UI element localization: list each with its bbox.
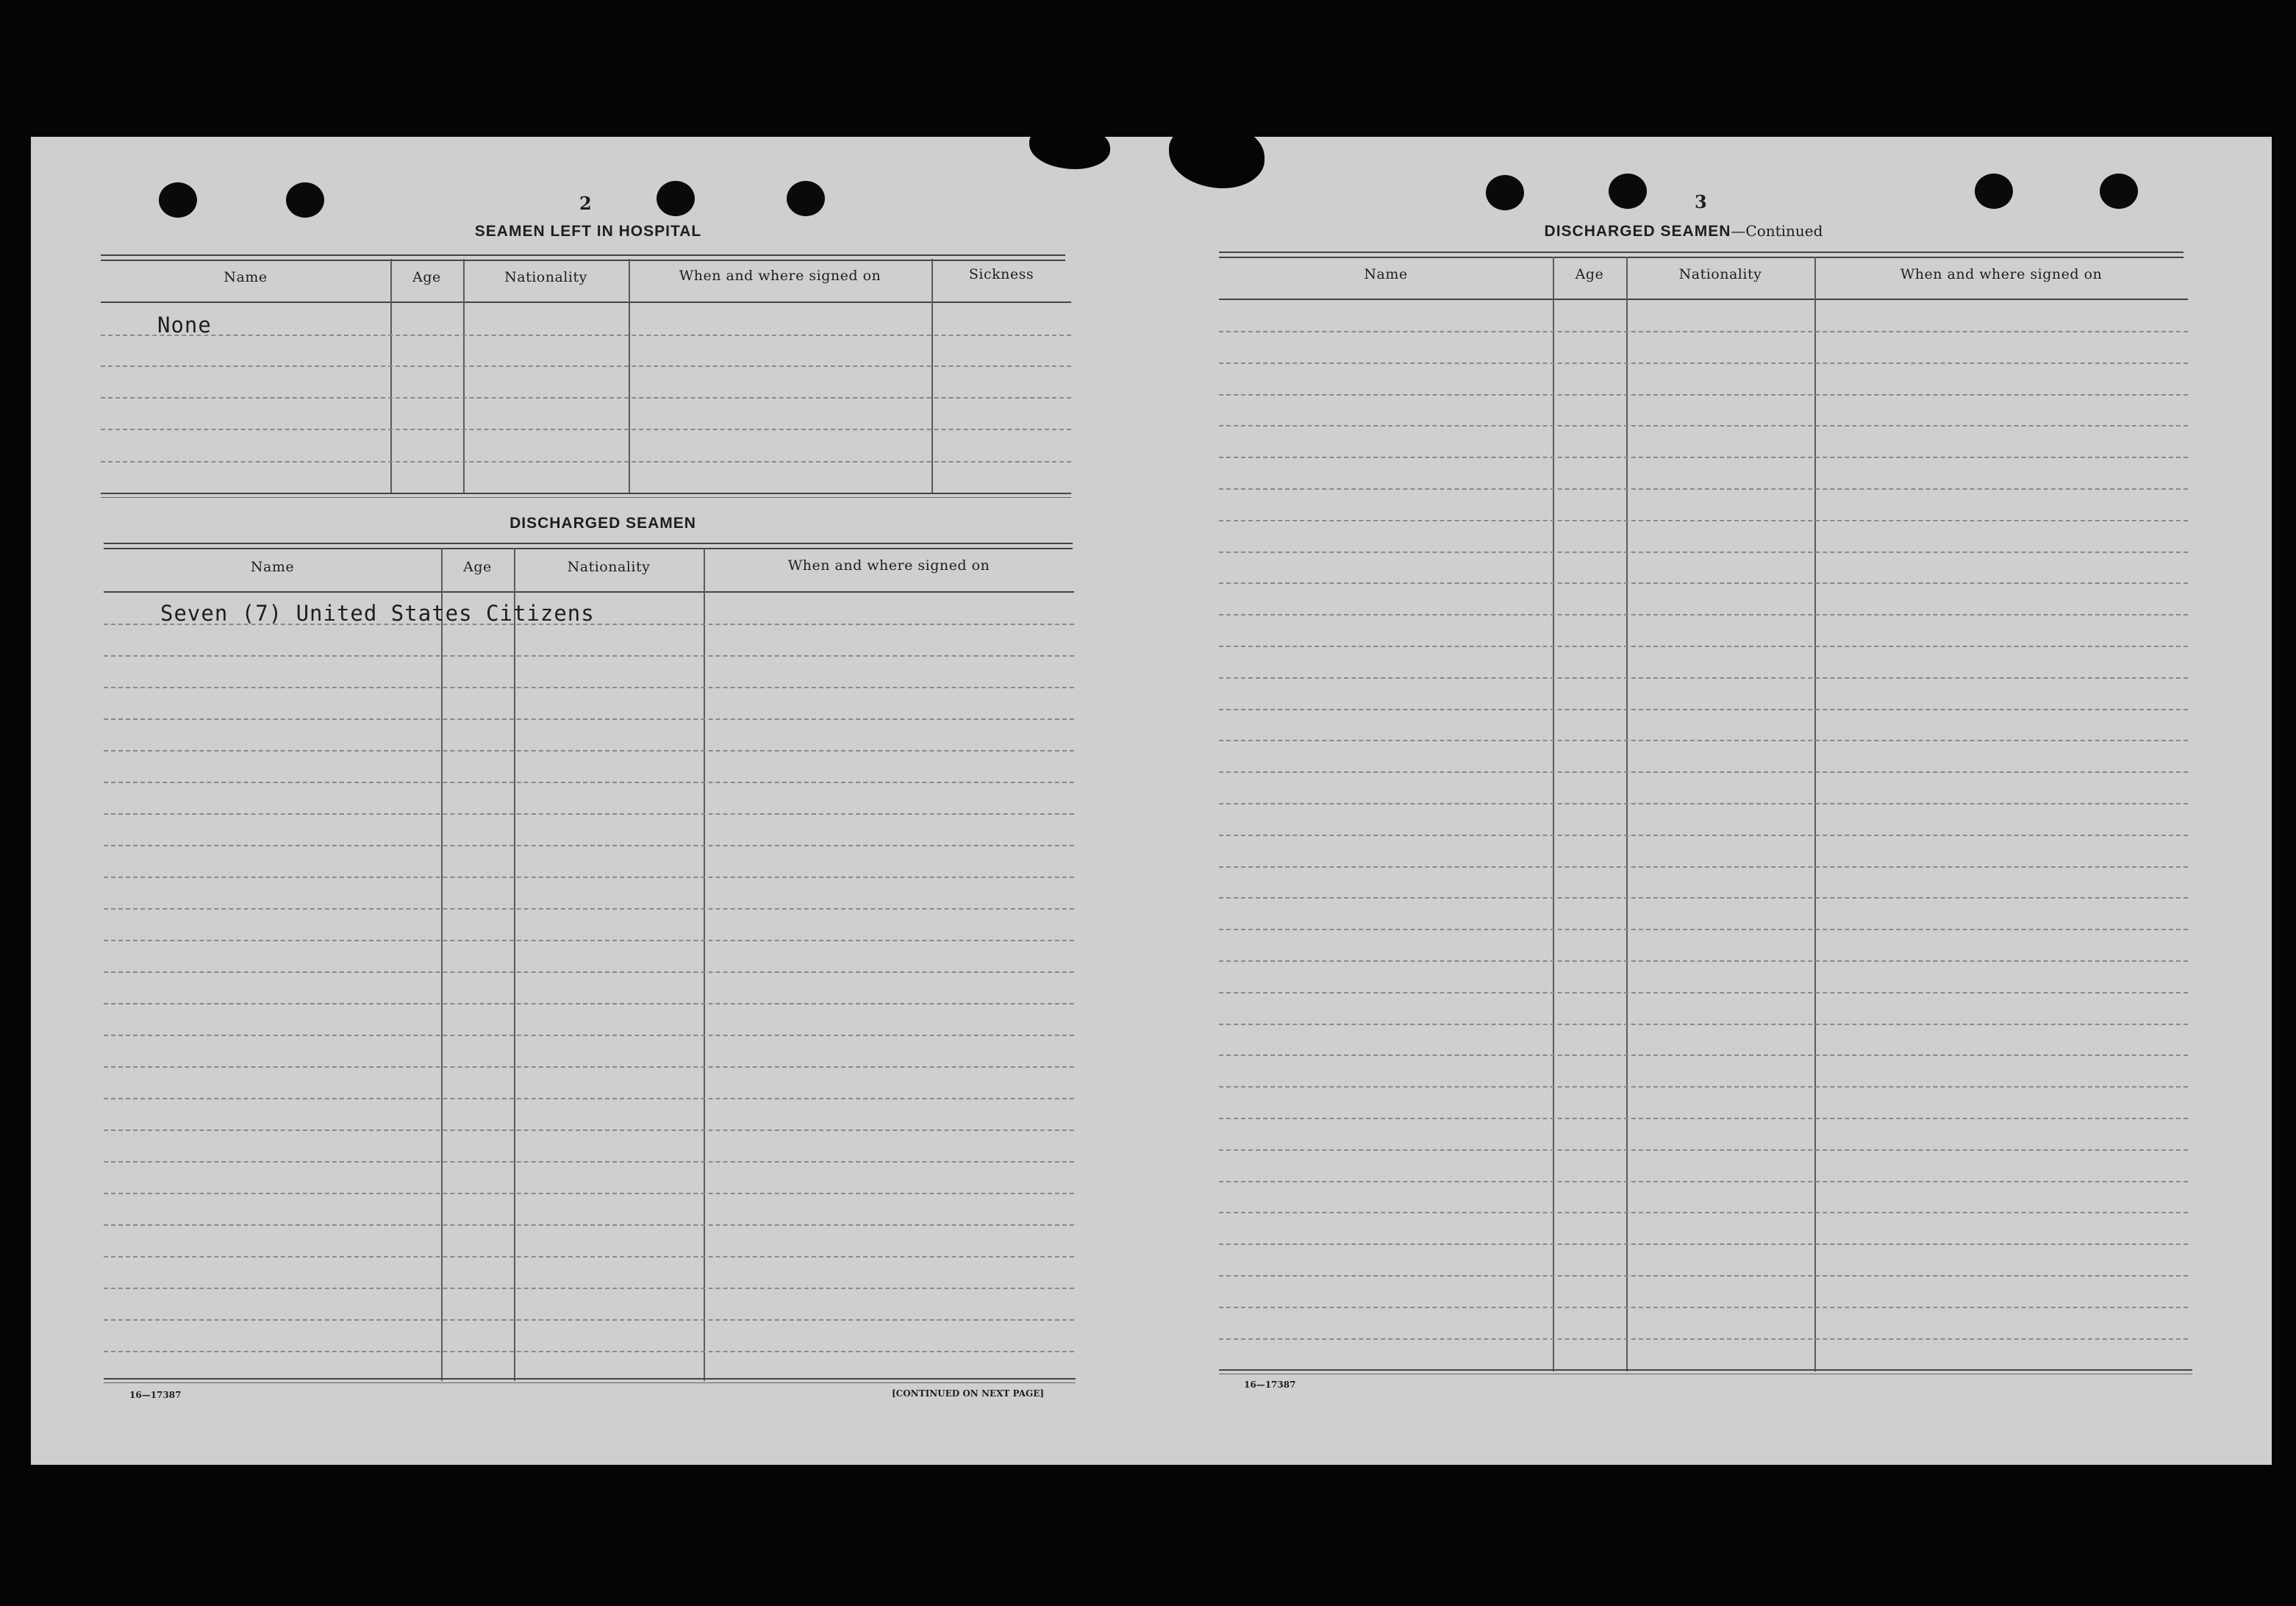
table-top-rule bbox=[104, 548, 1073, 549]
column-header-when-where: When and where signed on bbox=[1900, 266, 2103, 282]
row-rule bbox=[104, 1224, 1074, 1226]
row-rule bbox=[1219, 1118, 2188, 1119]
row-rule bbox=[1219, 1086, 2188, 1088]
column-header-age: Age bbox=[1575, 266, 1604, 282]
section-title-text: DISCHARGED SEAMEN bbox=[1544, 223, 1731, 240]
column-header-nationality: Nationality bbox=[567, 559, 651, 575]
column-header-nationality: Nationality bbox=[504, 269, 587, 285]
column-header-sickness: Sickness bbox=[968, 266, 1034, 282]
column-divider bbox=[463, 259, 465, 494]
form-code: 16—17387 bbox=[129, 1390, 182, 1400]
binder-hole bbox=[1609, 174, 1647, 209]
row-rule bbox=[101, 335, 1071, 336]
column-header-age: Age bbox=[412, 269, 441, 285]
table-top-rule bbox=[104, 543, 1073, 544]
row-rule bbox=[1219, 866, 2188, 868]
column-header-nationality: Nationality bbox=[1678, 266, 1762, 282]
row-rule bbox=[104, 1035, 1074, 1036]
row-rule bbox=[1219, 614, 2188, 615]
binder-hole bbox=[1975, 174, 2013, 209]
row-rule bbox=[1219, 1243, 2188, 1245]
table-top-rule bbox=[101, 260, 1065, 261]
header-rule bbox=[104, 591, 1074, 593]
row-rule bbox=[101, 429, 1071, 430]
page-number: 3 bbox=[1695, 191, 1707, 213]
row-rule bbox=[1219, 709, 2188, 710]
binder-hole bbox=[1486, 175, 1524, 210]
header-rule bbox=[101, 301, 1071, 303]
table-bottom-rule bbox=[101, 493, 1071, 494]
row-rule bbox=[104, 1003, 1074, 1004]
binder-hole bbox=[2100, 174, 2138, 209]
table-bottom-rule bbox=[104, 1378, 1076, 1380]
row-rule bbox=[1219, 677, 2188, 679]
row-rule bbox=[101, 365, 1071, 367]
row-rule bbox=[1219, 1054, 2188, 1056]
table-top-rule bbox=[1219, 257, 2184, 258]
section-title-discharged-continued bbox=[1470, 222, 1897, 240]
row-rule bbox=[1219, 1338, 2188, 1340]
row-rule bbox=[104, 1319, 1074, 1321]
row-rule bbox=[1219, 331, 2188, 332]
row-rule bbox=[104, 718, 1074, 720]
row-rule bbox=[104, 813, 1074, 815]
row-rule bbox=[1219, 1212, 2188, 1213]
row-rule bbox=[104, 1161, 1074, 1163]
table-bottom-rule bbox=[101, 497, 1071, 498]
row-rule bbox=[101, 397, 1071, 399]
header-rule bbox=[1219, 299, 2188, 300]
row-rule bbox=[1219, 771, 2188, 773]
row-rule bbox=[1219, 457, 2188, 458]
binder-hole bbox=[286, 182, 324, 218]
row-rule bbox=[1219, 803, 2188, 804]
row-rule bbox=[104, 1288, 1074, 1289]
row-rule bbox=[1219, 1024, 2188, 1025]
row-rule bbox=[104, 940, 1074, 941]
row-rule bbox=[1219, 740, 2188, 741]
row-rule bbox=[1219, 897, 2188, 899]
row-rule bbox=[104, 750, 1074, 752]
row-rule bbox=[104, 971, 1074, 973]
row-rule bbox=[104, 782, 1074, 783]
row-rule bbox=[1219, 960, 2188, 962]
binder-hole bbox=[787, 181, 825, 216]
row-rule bbox=[1219, 929, 2188, 930]
row-rule bbox=[104, 908, 1074, 910]
column-divider bbox=[390, 259, 392, 494]
row-rule bbox=[104, 1256, 1074, 1257]
column-header-name: Name bbox=[250, 559, 295, 575]
column-header-name: Name bbox=[1364, 266, 1408, 282]
table-top-rule bbox=[1219, 251, 2184, 253]
section-title-suffix: —Continued bbox=[1731, 222, 1823, 240]
column-header-name: Name bbox=[223, 269, 268, 285]
binder-hole bbox=[159, 182, 197, 218]
row-rule bbox=[104, 1193, 1074, 1194]
row-rule bbox=[1219, 1149, 2188, 1151]
binder-hole bbox=[657, 181, 695, 216]
section-title-discharged: DISCHARGED SEAMEN bbox=[509, 515, 696, 532]
row-rule bbox=[1219, 488, 2188, 490]
row-rule bbox=[101, 461, 1071, 463]
column-divider bbox=[1626, 257, 1628, 1371]
row-rule bbox=[104, 877, 1074, 878]
row-rule bbox=[104, 1098, 1074, 1099]
form-code: 16—17387 bbox=[1244, 1380, 1296, 1390]
table-top-rule bbox=[101, 254, 1065, 256]
table-bottom-rule bbox=[104, 1382, 1076, 1383]
discharged-entry: Seven (7) United States Citizens bbox=[160, 601, 595, 626]
row-rule bbox=[104, 655, 1074, 657]
row-rule bbox=[1219, 992, 2188, 993]
page-number: 2 bbox=[579, 193, 592, 214]
section-title-hospital: SEAMEN LEFT IN HOSPITAL bbox=[474, 223, 702, 240]
table-bottom-rule bbox=[1219, 1369, 2192, 1371]
column-header-when-where: When and where signed on bbox=[787, 557, 990, 574]
row-rule bbox=[1219, 1181, 2188, 1182]
row-rule bbox=[1219, 363, 2188, 364]
row-rule bbox=[104, 1351, 1074, 1352]
column-divider bbox=[1814, 257, 1816, 1371]
row-rule bbox=[104, 1066, 1074, 1068]
row-rule bbox=[1219, 520, 2188, 521]
row-rule bbox=[104, 1129, 1074, 1131]
continued-note: [CONTINUED ON NEXT PAGE] bbox=[892, 1388, 1045, 1399]
row-rule bbox=[1219, 835, 2188, 836]
column-divider bbox=[931, 259, 933, 494]
row-rule bbox=[104, 687, 1074, 688]
row-rule bbox=[1219, 646, 2188, 647]
hospital-entry: None bbox=[157, 313, 212, 338]
column-divider bbox=[1553, 257, 1554, 1371]
row-rule bbox=[1219, 425, 2188, 427]
row-rule bbox=[104, 845, 1074, 846]
row-rule bbox=[1219, 582, 2188, 584]
row-rule bbox=[1219, 1307, 2188, 1308]
row-rule bbox=[1219, 1275, 2188, 1277]
row-rule bbox=[1219, 394, 2188, 396]
row-rule bbox=[1219, 552, 2188, 553]
column-divider bbox=[629, 259, 630, 494]
column-header-when-where: When and where signed on bbox=[679, 268, 881, 284]
column-header-age: Age bbox=[463, 559, 492, 575]
